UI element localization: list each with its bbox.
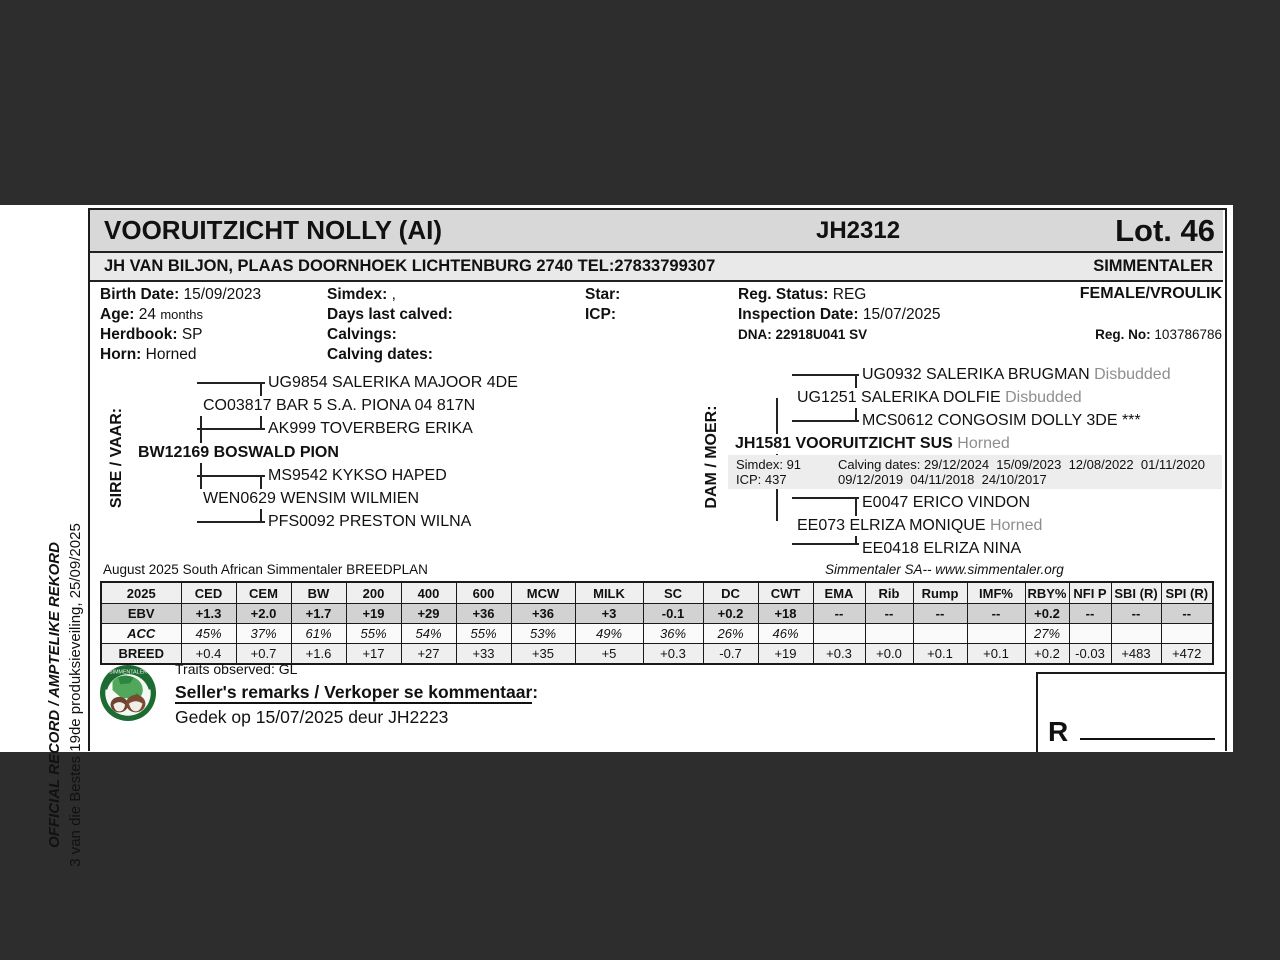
remarks-heading-colon: :: [532, 682, 539, 702]
cell: 37%: [236, 624, 291, 644]
cell: +19: [758, 644, 813, 665]
dam-tree-line: [792, 543, 861, 545]
remarks-text: Gedek op 15/07/2025 deur JH2223: [175, 707, 449, 727]
cell: [1069, 624, 1111, 644]
dam-strip-left: [736, 457, 801, 487]
cell: +5: [575, 644, 643, 665]
cell: 27%: [1025, 624, 1069, 644]
dam-granddam-maternal: EE0418 ELRIZA NINA: [859, 539, 1024, 559]
dam-tree-line: [792, 374, 861, 376]
horn-line: [100, 345, 261, 365]
cell: +0.2: [1025, 604, 1069, 624]
cell: --: [967, 604, 1025, 624]
column-header: SPI (R): [1161, 582, 1213, 604]
horn-value: Horned: [145, 346, 197, 363]
official-record-label: [44, 489, 88, 901]
days-last-calved-line: [327, 305, 453, 325]
dam-icp: ICP: 437: [736, 472, 787, 487]
seller-info: JH VAN BILJON, PLAAS DOORNHOEK LICHTENBURG 2740 TEL:27833799307: [104, 257, 716, 275]
birth-date-value: 15/09/2023: [183, 286, 262, 303]
sire-grandsire-paternal: UG9854 SALERIKA MAJOOR 4DE: [265, 373, 521, 393]
cell: [1111, 624, 1161, 644]
breedplan-table: [100, 581, 1214, 665]
column-header: DC: [703, 582, 758, 604]
remarks-heading-text: Seller's remarks / Verkoper se kommentaar: [175, 682, 533, 702]
column-header: MILK: [575, 582, 643, 604]
column-header: BW: [291, 582, 346, 604]
column-header: EMA: [813, 582, 865, 604]
breedplan-caption: August 2025 South African Simmentaler BREEDPLAN: [103, 562, 428, 577]
calvings-line: [327, 325, 453, 345]
cell: [1161, 624, 1213, 644]
simdex-label: Simdex:: [327, 286, 388, 303]
simmentaler-logo: [99, 664, 157, 722]
page-title: VOORUITZICHT NOLLY (AI): [104, 215, 442, 245]
sire-granddam-paternal: AK999 TOVERBERG ERIKA: [265, 419, 476, 439]
dam-section-label: DAM / MOER:: [703, 405, 720, 509]
cell: +0.1: [913, 644, 967, 665]
cell: 55%: [456, 624, 511, 644]
dam-mother: [794, 516, 1045, 536]
dam-father-name: UG1251 SALERIKA DOLFIE: [797, 389, 1001, 406]
cell: +0.2: [703, 604, 758, 624]
cell: -0.1: [643, 604, 703, 624]
dam-simdex: Simdex: 91: [736, 457, 802, 472]
dam-mother-note: Horned: [989, 517, 1043, 534]
column-header: CEM: [236, 582, 291, 604]
dam-grandsire-paternal: [859, 365, 1174, 385]
cell: +0.3: [813, 644, 865, 665]
horn-label: Horn:: [100, 346, 142, 363]
cell: +1.3: [181, 604, 236, 624]
cell: [967, 624, 1025, 644]
cell: [813, 624, 865, 644]
sire-section-label: SIRE / VAAR:: [108, 407, 125, 509]
column-header: MCW: [511, 582, 575, 604]
icp-line: [585, 305, 620, 325]
dam-tree-line: [792, 420, 861, 422]
column-header: CWT: [758, 582, 813, 604]
cell: +0.1: [967, 644, 1025, 665]
remarks-heading: [175, 682, 538, 703]
herdbook-label: Herdbook:: [100, 326, 178, 343]
cell: +0.4: [181, 644, 236, 665]
icp-label: ICP:: [585, 306, 616, 323]
column-header: SBI (R): [1111, 582, 1161, 604]
calving-dates-line: [327, 345, 453, 365]
cell: 45%: [181, 624, 236, 644]
birth-date-line: [100, 285, 261, 305]
reg-no-value: 103786786: [1154, 327, 1222, 342]
dam-info-strip: [728, 455, 1222, 489]
cell: +18: [758, 604, 813, 624]
star-label: Star:: [585, 286, 621, 303]
dam-name-text: JH1581 VOORUITZICHT SUS: [735, 435, 953, 452]
herdbook-line: [100, 325, 261, 345]
cell: -0.7: [703, 644, 758, 665]
dam-granddam-paternal: MCS0612 CONGOSIM DOLLY 3DE ***: [859, 411, 1144, 431]
price-box: [1036, 672, 1225, 752]
dam-name: [732, 434, 1013, 454]
cell: +483: [1111, 644, 1161, 665]
column-header: SC: [643, 582, 703, 604]
sire-grandsire-maternal: MS9542 KYKSO HAPED: [265, 466, 450, 486]
inspection-value: 15/07/2025: [862, 306, 941, 323]
dam-tree-line: [792, 497, 861, 499]
inspection-line: [738, 305, 940, 325]
cell: +0.0: [865, 644, 913, 665]
breedplan-table-head: [101, 582, 1213, 604]
dam-strip-right: [838, 457, 1205, 487]
dam-grandsire-paternal-note: Disbudded: [1094, 366, 1171, 383]
column-header: Rump: [913, 582, 967, 604]
days-last-calved-label: Days last calved:: [327, 306, 453, 323]
animal-id: JH2312: [816, 217, 901, 244]
reg-status-line: [738, 285, 940, 305]
sire-name: BW12169 BOSWALD PION: [135, 443, 342, 463]
cell: +17: [346, 644, 401, 665]
column-header: RBY%: [1025, 582, 1069, 604]
cell: +35: [511, 644, 575, 665]
lot-number: Lot. 46: [1115, 213, 1215, 248]
cell: +1.6: [291, 644, 346, 665]
cell: -0.03: [1069, 644, 1111, 665]
row-label: ACC: [101, 624, 181, 644]
cell: --: [865, 604, 913, 624]
column-header: 2025: [101, 582, 181, 604]
reg-no-line: [1095, 327, 1222, 342]
cell: +33: [456, 644, 511, 665]
cell: 54%: [401, 624, 456, 644]
dam-father: [794, 388, 1085, 408]
dna-value: 22918U041 SV: [775, 327, 868, 342]
sex-label: FEMALE/VROULIK: [1079, 285, 1222, 302]
cell: 61%: [291, 624, 346, 644]
cell: 53%: [511, 624, 575, 644]
reg-no-label: Reg. No:: [1095, 327, 1151, 342]
sire-tree-line: [197, 521, 266, 523]
table-row: [101, 624, 1213, 644]
row-label: BREED: [101, 644, 181, 665]
breedplan-table-body: [101, 604, 1213, 665]
cell: [865, 624, 913, 644]
sire-tree-line: [197, 475, 266, 477]
calving-dates-label: Calving dates:: [327, 346, 433, 363]
age-unit: months: [160, 307, 203, 322]
cell: --: [1161, 604, 1213, 624]
breedplan-source: Simmentaler SA-- www.simmentaler.org: [825, 562, 1064, 577]
dam-grandsire-maternal: E0047 ERICO VINDON: [859, 493, 1033, 513]
birth-date-label: Birth Date:: [100, 286, 180, 303]
svg-text:SIMMENTALER: SIMMENTALER: [109, 669, 147, 676]
cell: +29: [401, 604, 456, 624]
sire-granddam-maternal: PFS0092 PRESTON WILNA: [265, 512, 474, 532]
official-record-line1: OFFICIAL RECORD / AMPTELIKE REKORD: [46, 542, 63, 848]
sire-tree-line: [197, 382, 266, 384]
simdex-line: [327, 285, 453, 305]
column-header: IMF%: [967, 582, 1025, 604]
cell: 36%: [643, 624, 703, 644]
seller-bar: [90, 253, 1223, 282]
cell: +36: [511, 604, 575, 624]
info-col-basic: [100, 285, 261, 365]
column-header: 400: [401, 582, 456, 604]
dam-name-note: Horned: [957, 435, 1010, 452]
age-label: Age:: [100, 306, 135, 323]
cell: +19: [346, 604, 401, 624]
dam-grandsire-paternal-name: UG0932 SALERIKA BRUGMAN: [862, 366, 1090, 383]
inspection-label: Inspection Date:: [738, 306, 859, 323]
info-col-reg: [738, 285, 940, 345]
age-value: 24: [138, 306, 157, 323]
cell: +0.7: [236, 644, 291, 665]
dam-calving-dates-1: Calving dates: 29/12/2024 15/09/2023 12/08/2022 01/11/2020: [838, 457, 1205, 472]
sire-father: CO03817 BAR 5 S.A. PIONA 04 817N: [200, 396, 478, 416]
column-header: Rib: [865, 582, 913, 604]
cell: +0.2: [1025, 644, 1069, 665]
cell: --: [913, 604, 967, 624]
calvings-label: Calvings:: [327, 326, 397, 343]
traits-observed: Traits observed: GL: [175, 661, 298, 677]
column-header: CED: [181, 582, 236, 604]
column-header: 200: [346, 582, 401, 604]
age-line: [100, 305, 261, 325]
dna-line: [738, 325, 940, 345]
breed-name: SIMMENTALER: [1093, 257, 1213, 275]
dam-calving-dates-2: 09/12/2019 04/11/2018 24/10/2017: [838, 472, 1047, 487]
table-row: [101, 604, 1213, 624]
cell: +1.7: [291, 604, 346, 624]
cell: 49%: [575, 624, 643, 644]
cell: +2.0: [236, 604, 291, 624]
info-col-star: [585, 285, 620, 325]
price-currency-label: R: [1048, 716, 1069, 747]
catalog-page: [0, 205, 1233, 867]
cell: +36: [456, 604, 511, 624]
dam-mother-name: EE073 ELRIZA MONIQUE: [797, 517, 986, 534]
cell: --: [1111, 604, 1161, 624]
price-blank-line: [1080, 738, 1215, 740]
simdex-value: ,: [391, 286, 396, 303]
title-bar: [90, 210, 1223, 253]
official-record-line2: 3 van die Bestes 19de produksieveiling, 25/09/2025: [67, 523, 84, 867]
reg-status-label: Reg. Status:: [738, 286, 829, 303]
cell: +27: [401, 644, 456, 665]
cell: [913, 624, 967, 644]
cell: +3: [575, 604, 643, 624]
cell: --: [1069, 604, 1111, 624]
cell: 46%: [758, 624, 813, 644]
dam-father-note: Disbudded: [1005, 389, 1082, 406]
cell: 26%: [703, 624, 758, 644]
reg-status-value: REG: [832, 286, 867, 303]
sire-tree-line: [197, 428, 266, 430]
herdbook-value: SP: [181, 326, 203, 343]
cell: 55%: [346, 624, 401, 644]
cell: --: [813, 604, 865, 624]
column-header: 600: [456, 582, 511, 604]
column-header: NFI P: [1069, 582, 1111, 604]
info-col-calving: [327, 285, 453, 365]
sire-mother: WEN0629 WENSIM WILMIEN: [200, 489, 422, 509]
dna-label: DNA:: [738, 327, 772, 342]
cell: +0.3: [643, 644, 703, 665]
cell: +472: [1161, 644, 1213, 665]
star-line: [585, 285, 620, 305]
row-label: EBV: [101, 604, 181, 624]
